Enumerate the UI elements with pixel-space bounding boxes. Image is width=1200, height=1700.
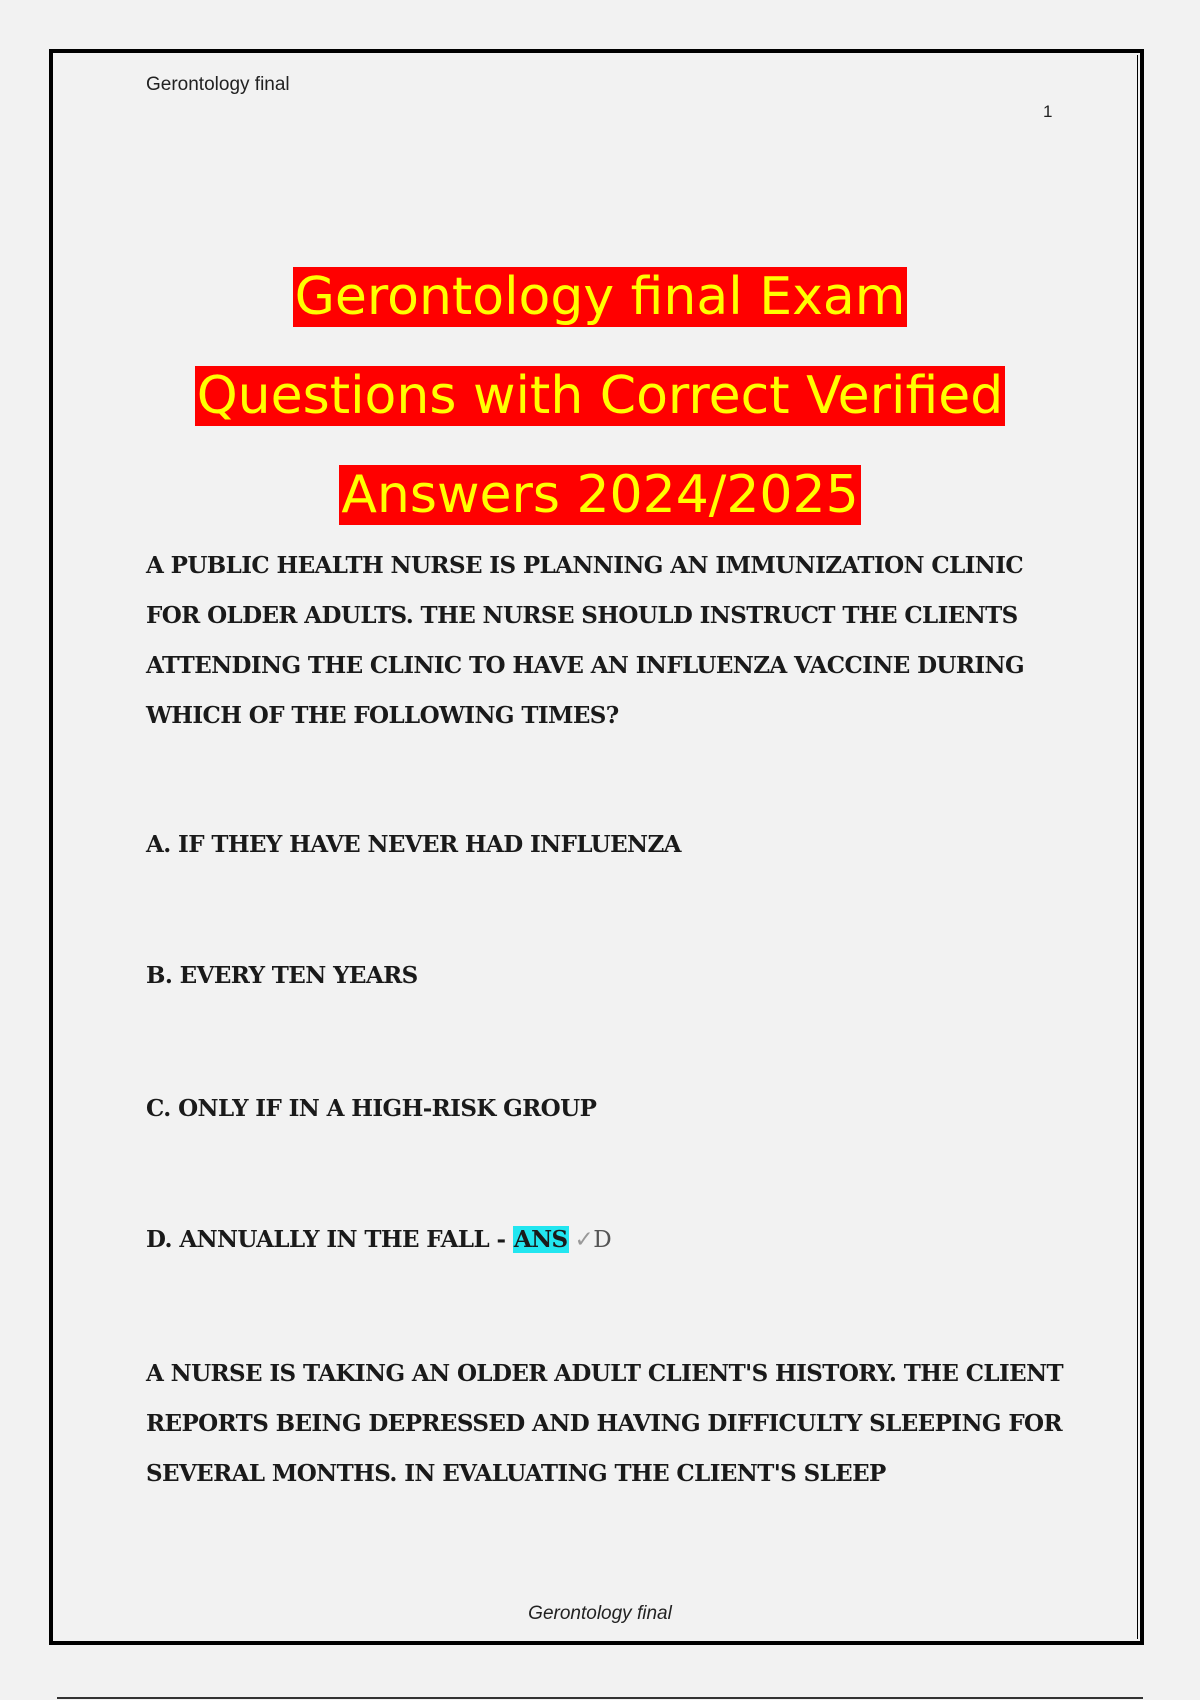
page-number: 1 [1043,102,1053,121]
title-line-2 [60,347,1140,446]
title-line-1-text: Gerontology final Exam [294,267,906,327]
answer-tag: ANS [513,1226,568,1253]
document-title [60,248,1140,545]
title-line-2-text: Questions with Correct Verified [196,366,1004,426]
running-header: Gerontology final [146,74,290,95]
next-page-edge [57,1697,1143,1699]
check-mark-icon: ✓ [574,1227,594,1253]
answer-letter: D [593,1227,612,1253]
title-line-3-text: Answers 2024/2025 [341,465,859,525]
running-footer: Gerontology final [528,1603,672,1624]
question-1-option-c: C. ONLY IF IN A HIGH-RISK GROUP [146,1095,597,1122]
question-1-option-b: B. EVERY TEN YEARS [146,962,418,989]
question-2-text: A NURSE IS TAKING AN OLDER ADULT CLIENT'S HISTORY. THE CLIENT REPORTS BEING DEPRESSED AND HAVING DIFFICULTY SLEEPING FOR SEVERAL MONTHS. IN EVALUATING THE CLIENT'S SLEEP [146,1360,1064,1487]
title-line-3 [60,446,1140,545]
question-1-option-d [146,1226,611,1253]
question-1-option-d-text: D. ANNUALLY IN THE FALL - [146,1226,513,1253]
question-1-text: A PUBLIC HEALTH NURSE IS PLANNING AN IMMUNIZATION CLINIC FOR OLDER ADULTS. THE NURSE SHOULD INSTRUCT THE CLIENTS ATTENDING THE CLINIC TO HAVE AN INFLUENZA VACCINE DURING WHICH OF THE FOLLOWING TIMES? [146,552,1025,729]
question-1-option-a: A. IF THEY HAVE NEVER HAD INFLUENZA [146,831,681,858]
title-line-1 [60,248,1140,347]
